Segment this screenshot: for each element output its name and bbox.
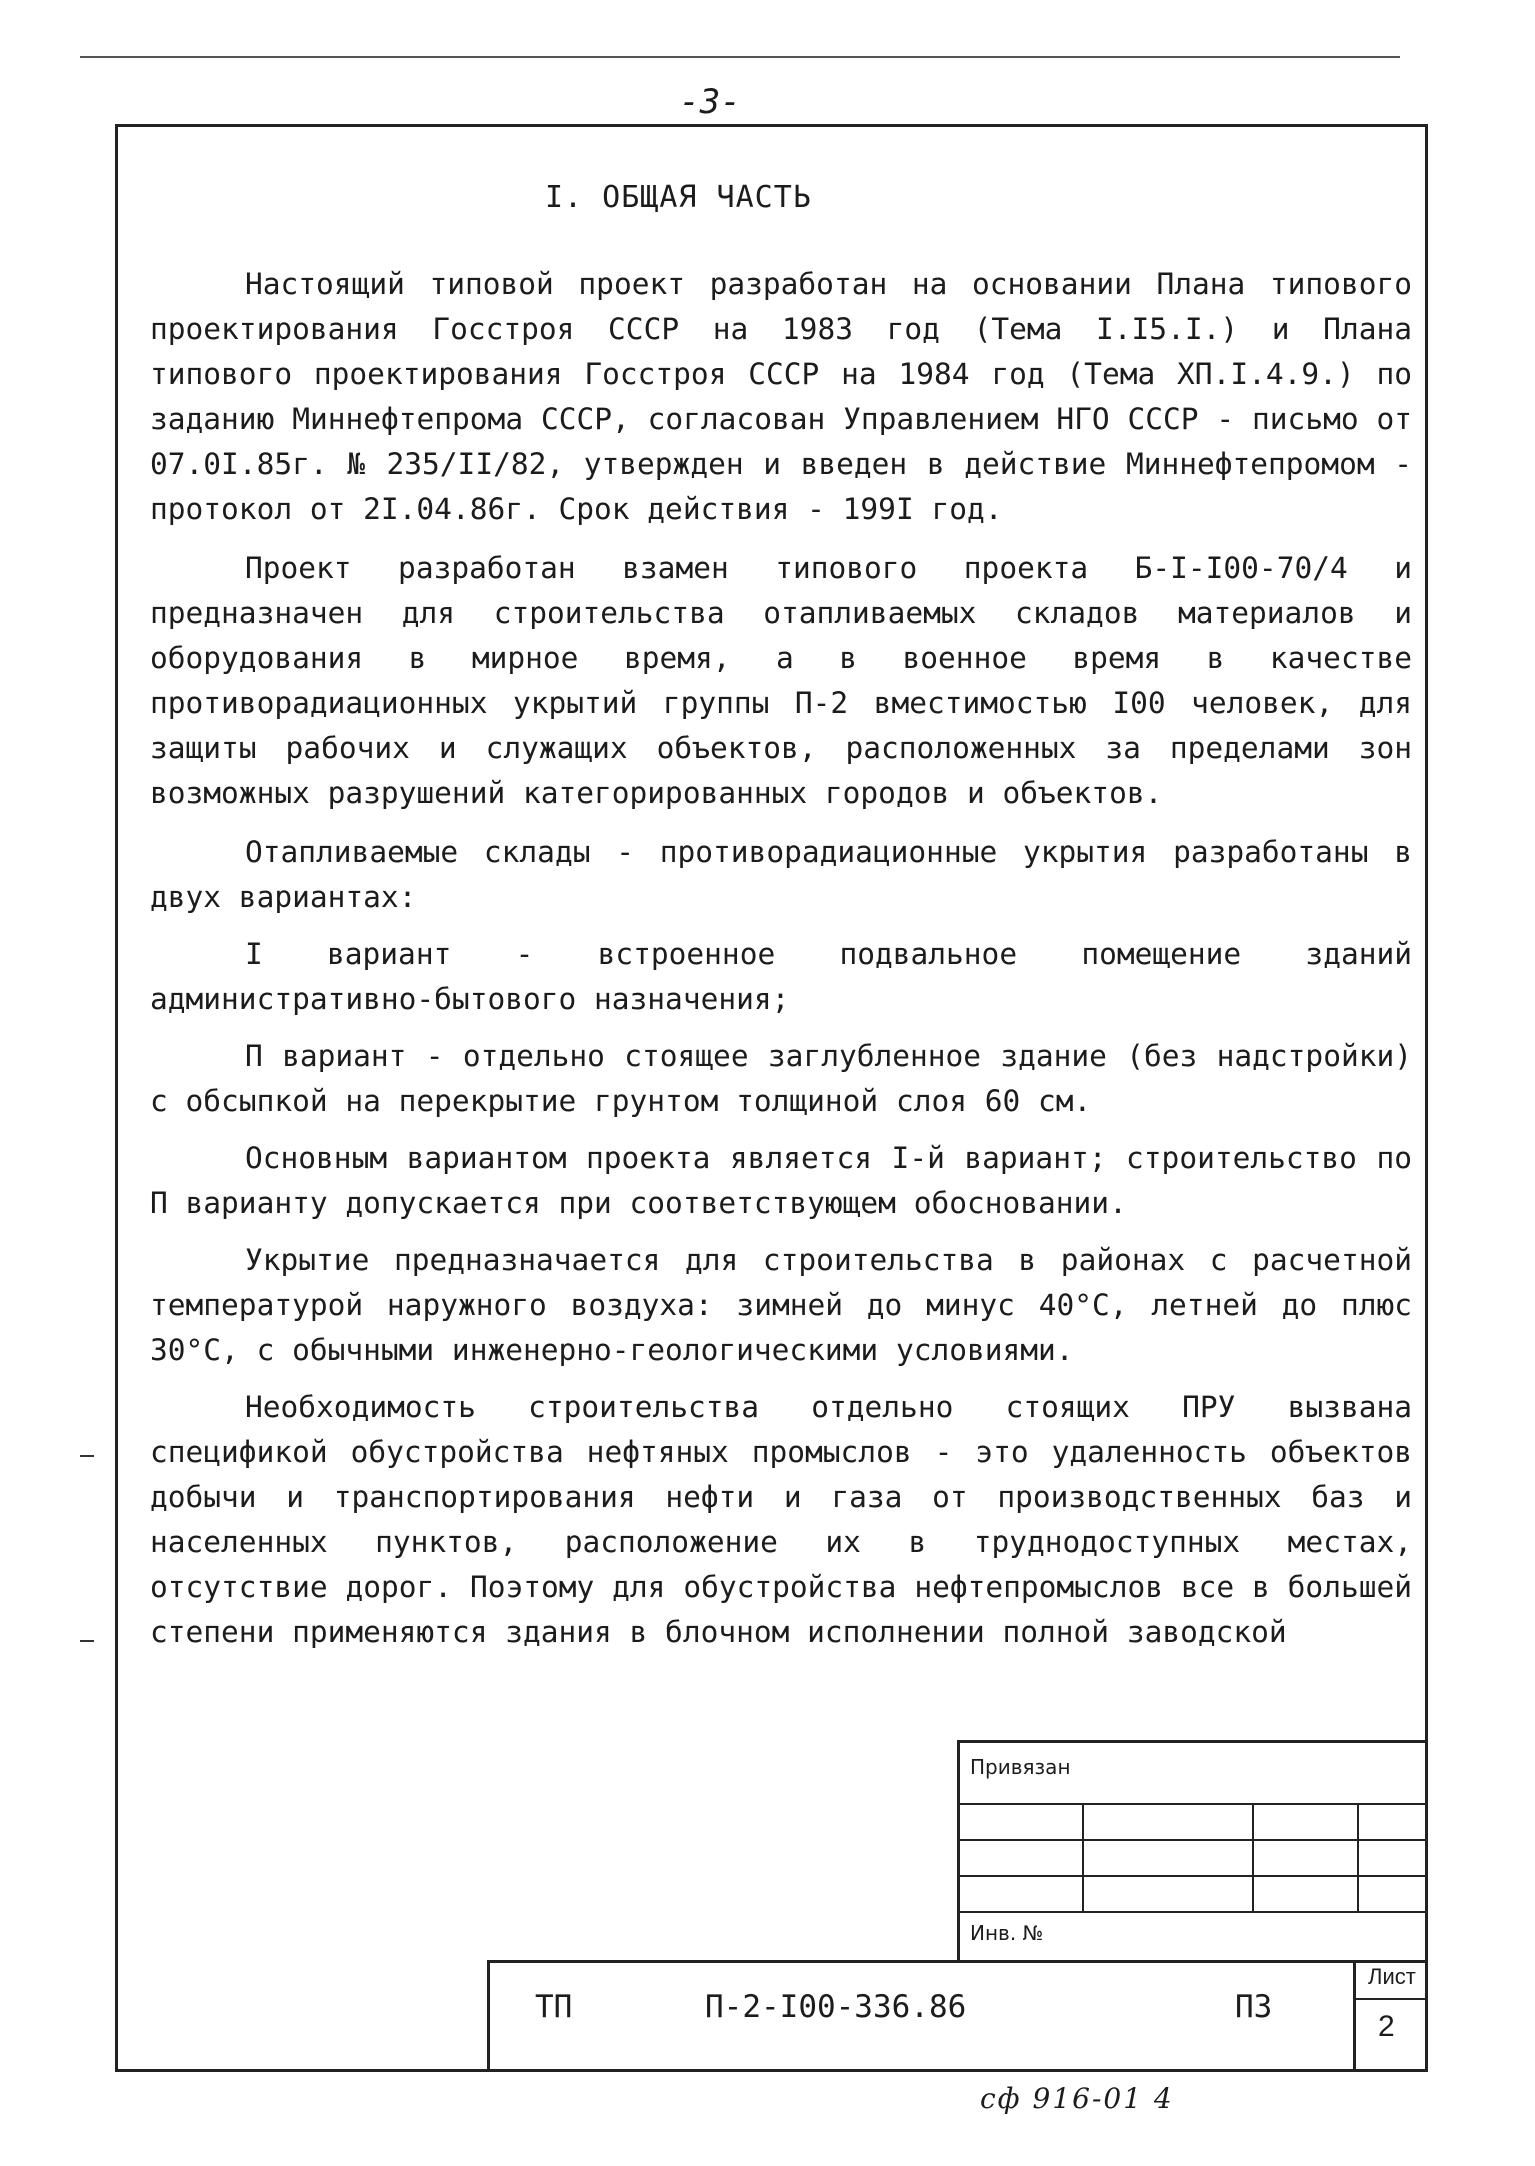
paragraph: Основным вариантом проекта является I-й вариант; строительство по П варианту допускается при соответствующем обосновании. — [150, 1141, 1412, 1220]
paragraph: Необходимость строительства отдельно стоящих ПРУ вызвана спецификой обустройства нефтяных промыслов - это удаленность объектов добычи и транспортирования нефти и газа от производственных баз и населенных пунктов, расположение их в труднодоступных местах, отсутствие дорог. Поэтому для обустройства нефтепромыслов все в большей степени применяются здания в блочном исполнении полной заводской — [150, 1390, 1412, 1649]
paragraph: П вариант - отдельно стоящее заглубленное здание (без надстройки) с обсыпкой на перекрытие грунтом толщиной слоя 60 см. — [150, 1039, 1412, 1118]
title-block-code: ТП — [535, 1989, 573, 2025]
paragraph: Отапливаемые склады - противорадиационные укрытия разработаны в двух вариантах: — [150, 835, 1412, 914]
top-rule — [80, 56, 1400, 58]
document-type: ПЗ — [1235, 1989, 1273, 2025]
stamp-col-line — [1252, 1803, 1254, 1911]
inventory-number-label: Инв. № — [970, 1921, 1044, 1945]
sheet-number: 2 — [1378, 2010, 1395, 2043]
page-number: -3- — [679, 82, 741, 122]
stamp-col-line — [1082, 1803, 1084, 1911]
margin-mark — [80, 1455, 94, 1457]
document-body — [150, 262, 1412, 1669]
sheet-box — [1353, 1960, 1428, 2072]
sheet-label: Лист — [1368, 1964, 1416, 1989]
margin-mark — [80, 1640, 94, 1642]
sheet-divider — [1356, 1998, 1428, 2000]
project-number: П-2-I00-336.86 — [705, 1989, 967, 2025]
paragraph: Настоящий типовой проект разработан на основании Плана типового проектирования Госстроя СССР на 1983 год (Тема I.I5.I.) и Плана типового проектирования Госстроя СССР на 1984 год (Тема XП.I.4.9.) по заданию Миннефтепрома СССР, согласован Управлением НГО СССР - письмо от 07.0I.85г. № 235/II/82, утвержден и введен в действие Миннефтепромом - протокол от 2I.04.86г. Срок действия - 199I год. — [150, 267, 1412, 526]
paragraph: Проект разработан взамен типового проекта Б-I-I00-70/4 и предназначен для строительства отапливаемых складов материалов и оборудования в мирное время, а в военное время в качестве противорадиационных укрытий группы П-2 вместимостью I00 человек, для защиты рабочих и служащих объектов, расположенных за пределами зон возможных разрушений категорированных городов и объектов. — [150, 551, 1412, 810]
stamp-row-line — [960, 1911, 1428, 1913]
paragraph: I вариант - встроенное подвальное помещение зданий административно-бытового назначения; — [150, 937, 1412, 1016]
stamp-col-line — [1357, 1803, 1359, 1911]
paragraph: Укрытие предназначается для строительства в районах с расчетной температурой наружного воздуха: зимней до минус 40°С, летней до плюс 30°С, с обычными инженерно-геологическими условиями. — [150, 1243, 1412, 1367]
attached-label: Привязан — [970, 1755, 1071, 1779]
title-block — [487, 1960, 1428, 2072]
section-title: I. ОБЩАЯ ЧАСТЬ — [545, 180, 812, 215]
approval-stamp-grid — [957, 1740, 1428, 1960]
footer-note: сф 916-01 4 — [980, 2082, 1174, 2115]
